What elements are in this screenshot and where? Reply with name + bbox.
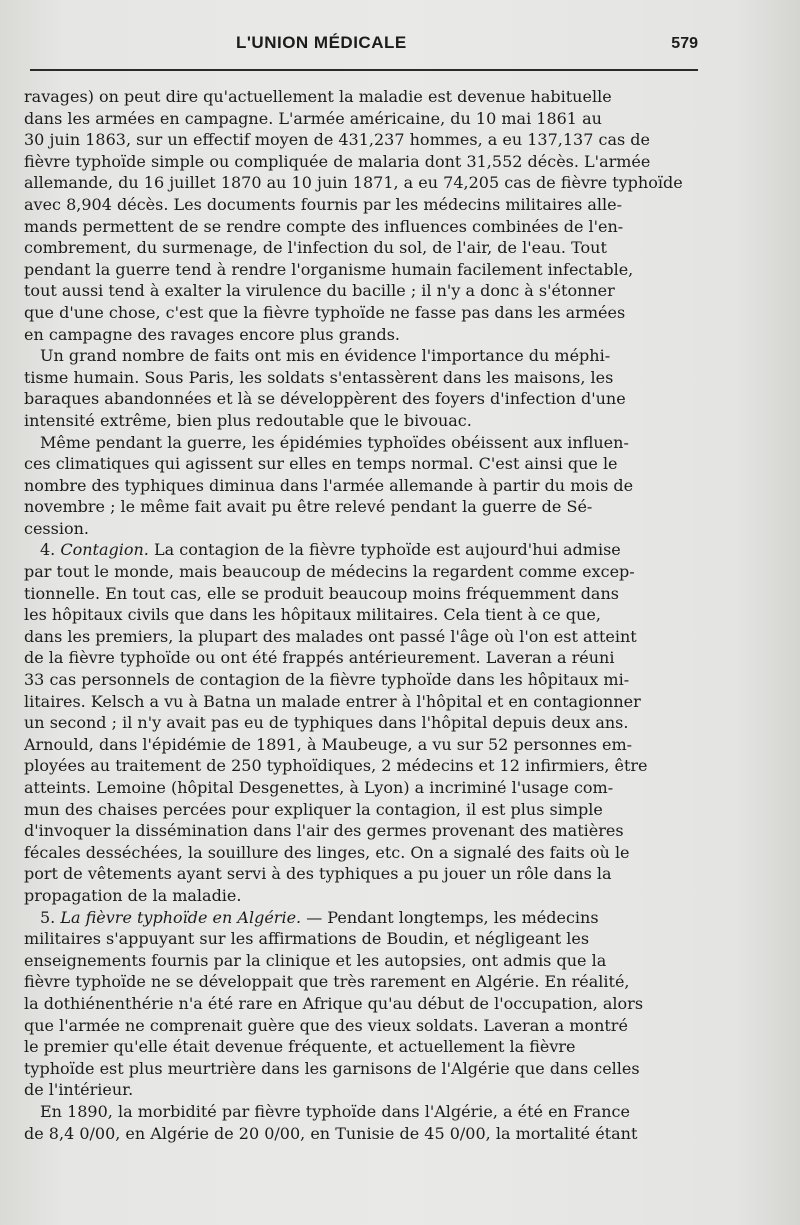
- text-line: allemande, du 16 juillet 1870 au 10 juin 1871, a eu 74,205 cas de fièvre typhoïde: [24, 173, 683, 193]
- section-4-number: 4.: [40, 540, 56, 560]
- text-line: de 8,4 0/00, en Algérie de 20 0/00, en Tunisie de 45 0/00, la mortalité étant: [24, 1123, 638, 1143]
- section-4-heading: Contagion.: [60, 540, 149, 560]
- text-line: militaires s'appuyant sur les affirmations de Boudin, et négligeant les: [24, 929, 590, 949]
- text-line: fièvre typhoïde simple ou compliquée de malaria dont 31,552 décès. L'armée: [24, 151, 651, 171]
- header-rule: [30, 69, 698, 71]
- text-line: pendant la guerre tend à rendre l'organisme humain facilement infectable,: [24, 259, 634, 279]
- section-5-first-line: [24, 907, 698, 929]
- text-line: par tout le monde, mais beaucoup de médecins la regardent comme excep-: [24, 562, 635, 582]
- text-line: dans les armées en campagne. L'armée américaine, du 10 mai 1861 au: [24, 108, 602, 128]
- text-line: nombre des typhiques diminua dans l'armée allemande à partir du mois de: [24, 475, 634, 495]
- section-5-number: 5.: [40, 907, 56, 927]
- text-line: baraques abandonnées et là se développèrent des foyers d'infection d'une: [24, 389, 626, 409]
- text-line: Un grand nombre de faits ont mis en évidence l'importance du méphi-: [40, 346, 611, 366]
- text-line: typhoïde est plus meurtrière dans les garnisons de l'Algérie que dans celles: [24, 1058, 640, 1078]
- text-line: ravages) on peut dire qu'actuellement la maladie est devenue habituelle: [24, 87, 612, 106]
- text-line: 30 juin 1863, sur un effectif moyen de 431,237 hommes, a eu 137,137 cas de: [24, 130, 650, 150]
- text-line: de l'intérieur.: [24, 1080, 134, 1100]
- text-line: tionnelle. En tout cas, elle se produit beaucoup moins fréquemment dans: [24, 583, 619, 603]
- text-line: mun des chaises percées pour expliquer la contagion, il est plus simple: [24, 799, 603, 819]
- text-line: ployées au traitement de 250 typhoïdiques, 2 médecins et 12 infirmiers, être: [24, 756, 648, 776]
- section-5-heading: La fièvre typhoïde en Algérie.: [60, 907, 302, 927]
- text-line: que l'armée ne comprenait guère que des vieux soldats. Laveran a montré: [24, 1015, 628, 1035]
- text-line: port de vêtements ayant servi à des typhiques a pu jouer un rôle dans la: [24, 864, 612, 884]
- section-4-text: La contagion de la fièvre typhoïde est aujourd'hui admise: [153, 540, 621, 560]
- section-5-text: — Pendant longtemps, les médecins: [306, 907, 599, 927]
- text-line: litaires. Kelsch a vu à Batna un malade entrer à l'hôpital et en contagionner: [24, 691, 641, 711]
- text-line: cession.: [24, 518, 89, 538]
- text-line: novembre ; le même fait avait pu être relevé pendant la guerre de Sé-: [24, 497, 593, 517]
- text-line: fièvre typhoïde ne se développait que très rarement en Algérie. En réalité,: [24, 972, 630, 992]
- text-line: Arnould, dans l'épidémie de 1891, à Maubeuge, a vu sur 52 personnes em-: [24, 734, 633, 754]
- text-line: fécales desséchées, la souillure des linges, etc. On a signalé des faits où le: [24, 842, 630, 862]
- text-line: que d'une chose, c'est que la fièvre typhoïde ne fasse pas dans les armées: [24, 302, 626, 322]
- running-header: [30, 30, 698, 60]
- text-line: tisme humain. Sous Paris, les soldats s'entassèrent dans les maisons, les: [24, 367, 614, 387]
- text-line: les hôpitaux civils que dans les hôpitaux militaires. Cela tient à ce que,: [24, 605, 601, 625]
- text-line: ces climatiques qui agissent sur elles en temps normal. C'est ainsi que le: [24, 454, 618, 474]
- text-line: tout aussi tend à exalter la virulence du bacille ; il n'y a donc à s'étonner: [24, 281, 615, 301]
- text-line: en campagne des ravages encore plus grands.: [24, 324, 400, 344]
- text-line: intensité extrême, bien plus redoutable que le bivouac.: [24, 410, 472, 430]
- journal-title: L'UNION MÉDICALE: [236, 33, 407, 52]
- text-line: un second ; il n'y avait pas eu de typhiques dans l'hôpital depuis deux ans.: [24, 713, 629, 733]
- body-text: [24, 86, 698, 1144]
- text-line: En 1890, la morbidité par fièvre typhoïde dans l'Algérie, a été en France: [40, 1101, 630, 1121]
- text-line: de la fièvre typhoïde ou ont été frappés antérieurement. Laveran a réuni: [24, 648, 615, 668]
- text-line: Même pendant la guerre, les épidémies typhoïdes obéissent aux influen-: [40, 432, 629, 452]
- text-line: le premier qu'elle était devenue fréquente, et actuellement la fièvre: [24, 1037, 576, 1057]
- text-line: propagation de la maladie.: [24, 885, 242, 905]
- text-line: d'invoquer la dissémination dans l'air des germes provenant des matières: [24, 821, 624, 841]
- text-line: mands permettent de se rendre compte des influences combinées de l'en-: [24, 216, 624, 236]
- text-line: enseignements fournis par la clinique et les autopsies, ont admis que la: [24, 950, 607, 970]
- section-4-first-line: [24, 539, 698, 561]
- text-line: avec 8,904 décès. Les documents fournis par les médecins militaires alle-: [24, 194, 623, 214]
- text-line: dans les premiers, la plupart des malades ont passé l'âge où l'on est atteint: [24, 626, 637, 646]
- text-line: la dothiénenthérie n'a été rare en Afrique qu'au début de l'occupation, alors: [24, 993, 644, 1013]
- text-line: 33 cas personnels de contagion de la fièvre typhoïde dans les hôpitaux mi-: [24, 670, 630, 690]
- text-line: atteints. Lemoine (hôpital Desgenettes, à Lyon) a incriminé l'usage com-: [24, 778, 614, 797]
- page-number: 579: [671, 35, 698, 52]
- text-line: combrement, du surmenage, de l'infection du sol, de l'air, de l'eau. Tout: [24, 238, 607, 258]
